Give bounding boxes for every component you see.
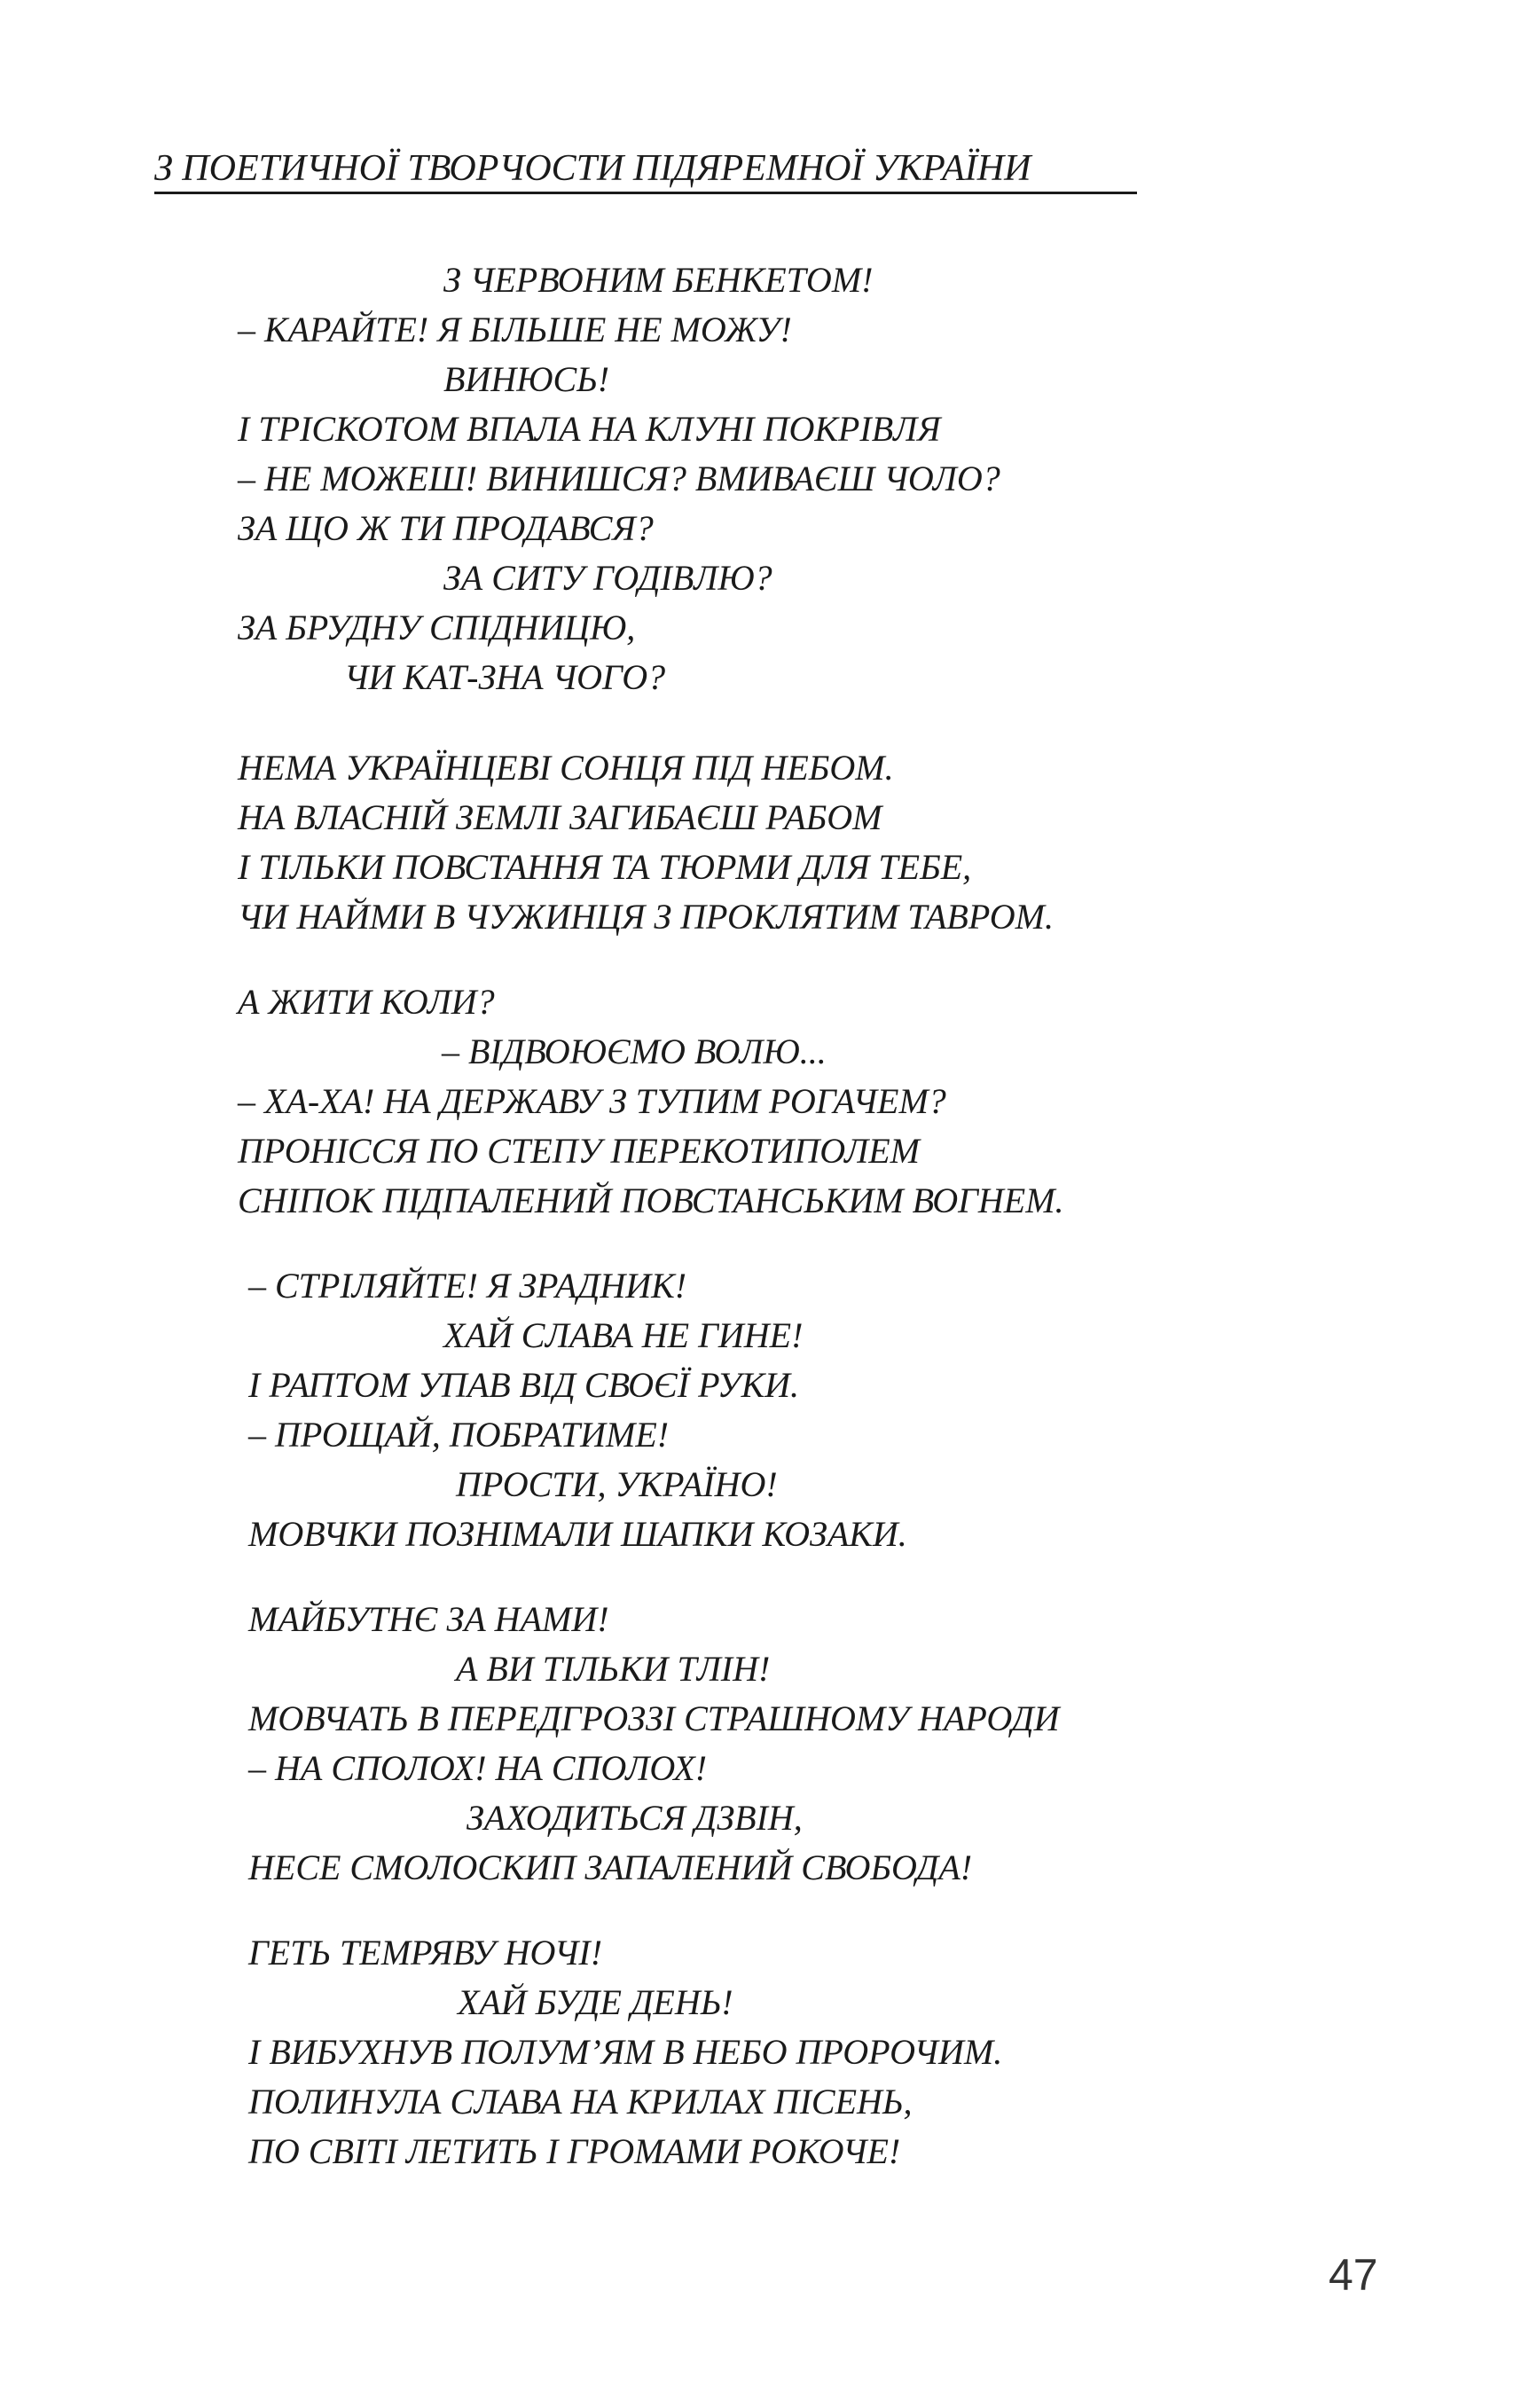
poem-line: ЗА ЩО Ж ТИ ПРОДАВСЯ? (238, 508, 654, 548)
poem-line: – НЕ МОЖЕШ! ВИНИШСЯ? ВМИВАЄШ ЧОЛО? (238, 459, 1000, 498)
poem-line: А ЖИТИ КОЛИ? (238, 982, 495, 1022)
poem-line: І ВИБУХНУВ ПОЛУМ’ЯМ В НЕБО ПРОРОЧИМ. (248, 2032, 1003, 2072)
poem-line: ЧИ КАТ-ЗНА ЧОГО? (344, 657, 666, 697)
poem-line: ВИНЮСЬ! (443, 359, 610, 399)
running-title: З ПОЕТИЧНОЇ ТВОРЧОСТИ ПІДЯРЕМНОЇ УКРАЇНИ (154, 148, 1031, 189)
poem-line: – ПРОЩАЙ, ПОБРАТИМЕ! (248, 1415, 670, 1455)
poem-line: – СТРІЛЯЙТЕ! Я ЗРАДНИК! (248, 1266, 687, 1306)
poem-line: – КАРАЙТЕ! Я БІЛЬШЕ НЕ МОЖУ! (238, 310, 792, 349)
poem-line: І ТРІСКОТОМ ВПАЛА НА КЛУНІ ПОКРІВЛЯ (238, 409, 941, 449)
poem-line: З ЧЕРВОНИМ БЕНКЕТОМ! (443, 260, 874, 300)
poem-line: – ВІДВОЮЄМО ВОЛЮ... (442, 1031, 827, 1071)
poem-line: МОВЧАТЬ В ПЕРЕДГРОЗЗІ СТРАШНОМУ НАРОДИ (248, 1698, 1060, 1738)
poem-line: ГЕТЬ ТЕМРЯВУ НОЧІ! (248, 1933, 603, 1973)
page-number: 47 (1329, 2250, 1378, 2300)
poem-line: НЕСЕ СМОЛОСКИП ЗАПАЛЕНИЙ СВОБОДА! (248, 1847, 973, 1887)
poem-line: СНІПОК ПІДПАЛЕНИЙ ПОВСТАНСЬКИМ ВОГНЕМ. (238, 1180, 1064, 1220)
poem-line: ХАЙ СЛАВА НЕ ГИНЕ! (443, 1315, 804, 1355)
poem-line: І РАПТОМ УПАВ ВІД СВОЄЇ РУКИ. (248, 1365, 800, 1405)
poem-line: НА ВЛАСНІЙ ЗЕМЛІ ЗАГИБАЄШ РАБОМ (238, 797, 882, 837)
poem-line: ПОЛИНУЛА СЛАВА НА КРИЛАХ ПІСЕНЬ, (248, 2082, 913, 2122)
poem-line: ПРОНІССЯ ПО СТЕПУ ПЕРЕКОТИПОЛЕМ (238, 1131, 920, 1171)
poem-line: МОВЧКИ ПОЗНІМАЛИ ШАПКИ КОЗАКИ. (248, 1514, 907, 1554)
poem-line: – НА СПОЛОХ! НА СПОЛОХ! (248, 1748, 708, 1788)
poem-line: ЗА БРУДНУ СПІДНИЦЮ, (238, 608, 636, 647)
poem-line: ЗА СИТУ ГОДІВЛЮ? (443, 558, 772, 598)
poem-line: МАЙБУТНЄ ЗА НАМИ! (248, 1599, 609, 1639)
poem-line: ПРОСТИ, УКРАЇНО! (456, 1464, 778, 1504)
poem-line: ХАЙ БУДЕ ДЕНЬ! (458, 1982, 733, 2022)
poem-line: НЕМА УКРАЇНЦЕВІ СОНЦЯ ПІД НЕБОМ. (238, 748, 894, 788)
poem-line: – ХА-ХА! НА ДЕРЖАВУ З ТУПИМ РОГАЧЕМ? (238, 1081, 946, 1121)
poem-line: А ВИ ТІЛЬКИ ТЛІН! (456, 1649, 771, 1689)
poem-line: ПО СВІТІ ЛЕТИТЬ І ГРОМАМИ РОКОЧЕ! (248, 2131, 901, 2171)
poem-line: І ТІЛЬКИ ПОВСТАННЯ ТА ТЮРМИ ДЛЯ ТЕБЕ, (238, 847, 972, 887)
poem-line: ЗАХОДИТЬСЯ ДЗВІН, (467, 1798, 803, 1838)
poem-line: ЧИ НАЙМИ В ЧУЖИНЦЯ З ПРОКЛЯТИМ ТАВРОМ. (238, 897, 1054, 937)
